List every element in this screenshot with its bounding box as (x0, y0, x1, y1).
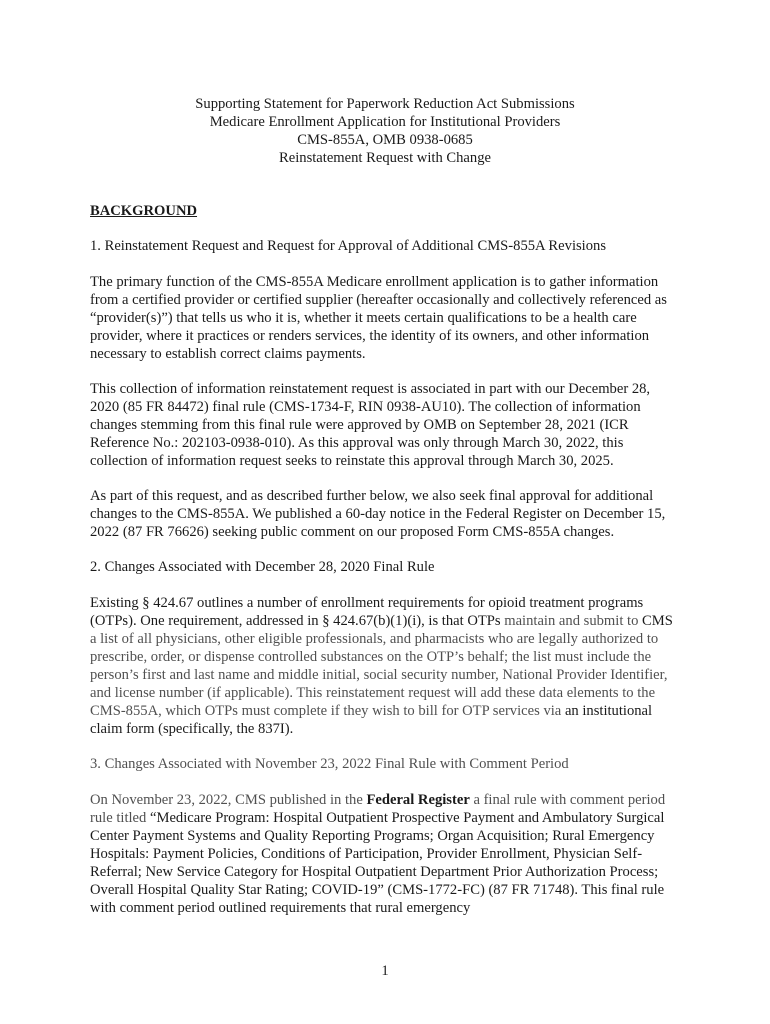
section-3-text-c: a final rule with comment period rule titled (90, 792, 666, 826)
section-3-text-d: “Medicare Program: Hospital Outpatient Prospective Payment and Ambulatory Surgical Center Payment Systems and Quality Reporting Programs; Organ Acquisition; Rural Emergency Hospitals: Payment Policies, Conditions of Participation, Provider Enrollment, Physician Self-Referral; New Service Category for Hospital Outpatient Department Prior Authorization Process; Overall Hospital Quality Star Rating; COVID-19” (CMS-1772-FC) (87 FR 71748). This final rule with comment period outlined requirements that rural emergency (90, 810, 665, 916)
title-line-2: Medicare Enrollment Application for Institutional Providers (209, 114, 561, 130)
document-title-block (90, 95, 680, 167)
title-line-4: Reinstatement Request with Change (279, 150, 491, 166)
section-1-paragraph-3: As part of this request, and as described further below, we also seek final approval for additional changes to the CMS-855A. We published a 60-day notice in the Federal Register on December 15, 2022 (87 FR 76626) seeking public comment on our proposed Form CMS-855A changes. (90, 488, 666, 540)
section-2-text-e: an institutional claim form (specifically, the 837I). (90, 703, 653, 737)
background-heading: BACKGROUND (90, 203, 198, 219)
section-1-paragraph-1: The primary function of the CMS-855A Medicare enrollment application is to gather information from a certified provider or certified supplier (hereafter occasionally and collectively referenced as “provider(s)”) that tells us who it is, whether it meets certain qualifications to be a health care provider, where it practices or renders services, the identity of its owners, and other information necessary to establish correct claims payments. (90, 274, 667, 362)
title-line-1: Supporting Statement for Paperwork Reduction Act Submissions (195, 96, 575, 112)
section-3-paragraph-1 (90, 791, 680, 917)
section-2-text-d: a list of all physicians, other eligible professionals, and pharmacists who are legally authorized to prescribe, order, or dispense controlled substances on the OTP’s behalf; the list must include the person’s first and last name and middle initial, social security number, National Provider Identifier, and license number (if applicable). This reinstatement request will add these data elements to the CMS-855A, which OTPs must complete if they wish to bill for OTP services via (90, 631, 668, 719)
section-1-heading: 1. Reinstatement Request and Request for Approval of Additional CMS-855A Revisions (90, 238, 607, 254)
section-2-paragraph-1 (90, 594, 680, 738)
section-3-text-a: On November 23, 2022, CMS published in the (90, 792, 367, 808)
section-3-heading: 3. Changes Associated with November 23, 2022 Final Rule with Comment Period (90, 756, 569, 772)
title-line-3: CMS-855A, OMB 0938-0685 (297, 132, 473, 148)
page-number: 1 (381, 963, 389, 979)
section-2-text-b: maintain and submit to (504, 613, 643, 629)
section-2-heading: 2. Changes Associated with December 28, 2020 Final Rule (90, 559, 435, 575)
section-2-text-c: CMS (642, 613, 673, 629)
section-1-paragraph-2: This collection of information reinstatement request is associated in part with our December 28, 2020 (85 FR 84472) final rule (CMS-1734-F, RIN 0938-AU10). The collection of information changes stemming from this final rule were approved by OMB on September 28, 2021 (ICR Reference No.: 202103-0938-010). As this approval was only through March 30, 2022, this collection of information request seeks to reinstate this approval through March 30, 2025. (90, 381, 651, 469)
federal-register-text: Federal Register (366, 792, 470, 808)
section-2-text-a: Existing § 424.67 outlines a number of enrollment requirements for opioid treatment programs (OTPs). One requirement, addressed in § 424.67(b)(1)(i), is that OTPs (90, 595, 644, 629)
